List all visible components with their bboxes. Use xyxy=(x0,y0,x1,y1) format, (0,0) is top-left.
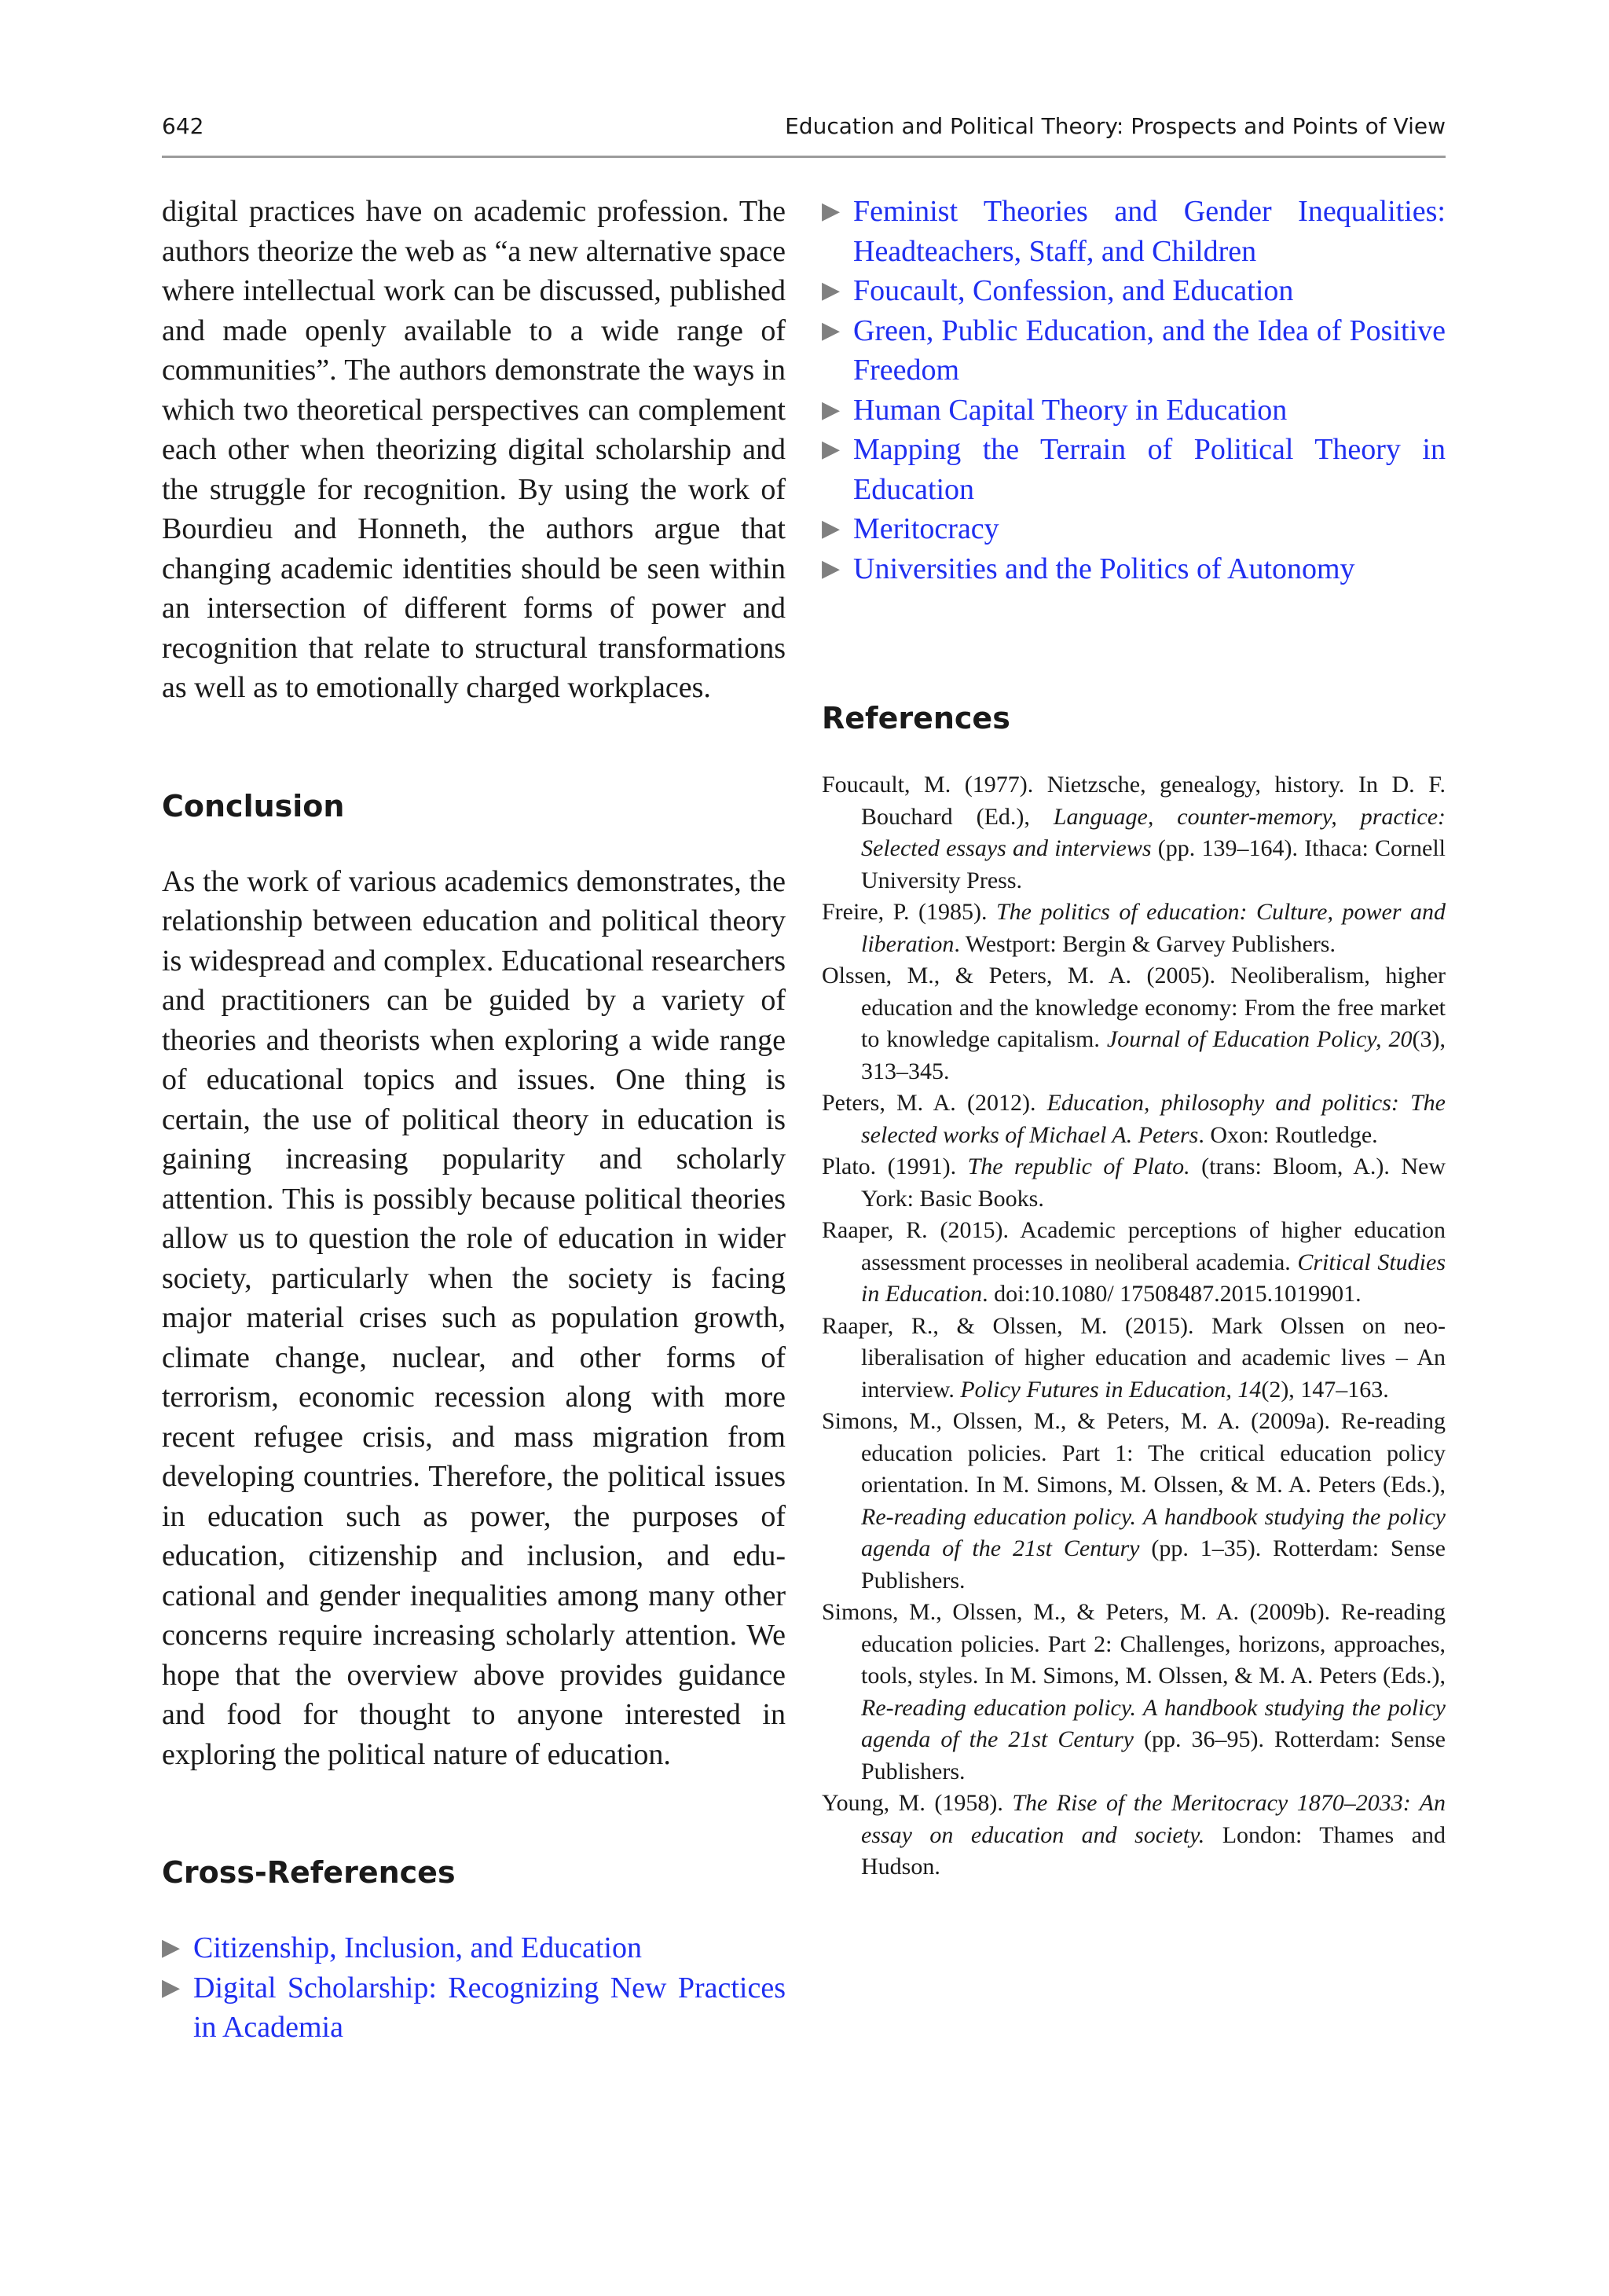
reference-title: The Rise of the Meritocracy 1870–2033: An essay on education and society. xyxy=(861,1790,1446,1848)
reference-entry xyxy=(822,1311,1446,1407)
cross-reference-item[interactable] xyxy=(822,311,1446,391)
reference-text: . Oxon: Routledge. xyxy=(1198,1121,1378,1148)
cross-reference-item[interactable] xyxy=(822,509,1446,549)
reference-text: Simons, M., Olssen, M., & Peters, M. A. (2009a). Re-reading education policies. Part 1: The critical education policy orientation. In M. Simons, M. Olssen, & M. A. Peters (Eds.), xyxy=(822,1408,1446,1498)
cross-references-heading: Cross-References xyxy=(162,1855,456,1890)
reference-title: The politics of education: Culture, power and liberation xyxy=(861,899,1446,957)
triangle-right-icon: ▶ xyxy=(822,435,841,463)
cross-reference-list-right xyxy=(822,192,1446,589)
reference-text: . doi:10.1080/ 17508487.2015.1019901. xyxy=(982,1281,1362,1307)
reference-entry xyxy=(822,960,1446,1087)
right-column xyxy=(822,192,1446,1883)
cross-reference-link[interactable]: Citizenship, Inclusion, and Education xyxy=(193,1931,642,1964)
reference-text: Simons, M., Olssen, M., & Peters, M. A. (2009b). Re-reading education policies. Part 2: Challenges, horizons, approaches, tools, styles. In M. Simons, M. Olssen, & M. A. Peters (Eds.), xyxy=(822,1599,1446,1689)
intro-paragraph: digital practices have on academic profession. The authors theorize the web as “a new alternative space where intellectual work can be discussed, published and made openly available to a wide range of communities”. The authors demonstrate the ways in which two theoretical perspectives can complement each other when theorizing digital scholarship and the struggle for recognition. By using the work of Bourdieu and Honneth, the authors argue that changing academic identities should be seen within an intersection of different forms of power and recognition that relate to structural transformations as well as to emotionally charged workplaces. xyxy=(162,195,786,704)
reference-text: Young, M. (1958). xyxy=(822,1790,1013,1816)
cross-reference-item[interactable] xyxy=(822,391,1446,431)
reference-title: Critical Studies in Education xyxy=(861,1249,1446,1307)
reference-entry xyxy=(822,1406,1446,1597)
conclusion-paragraph: As the work of various academics demonstrates, the relationship between education and political theory is widespread and complex. Educational researchers and practitioners can be guided by a variety of theories and theorists when exploring a wide range of educational topics and issues. One thing is certain, the use of political theory in education is gaining increasing popularity and scholarly attention. This is possibly because political theories allow us to question the role of education in wider society, particularly when the society is facing major material crises such as population growth, climate change, nuclear, and other forms of terrorism, economic recession along with more recent refugee crisis, and mass migration from developing countries. Therefore, the political issues in education such as power, the purposes of education, citizenship and inclusion, and educational and gender inequalities among many other concerns require increasing scholarly attention. We hope that the overview above provides guidance and food for thought to anyone interested in exploring the political nature of education. xyxy=(162,864,786,1771)
cross-reference-link[interactable]: Feminist Theories and Gender Inequalities: Headteachers, Staff, and Children xyxy=(853,195,1446,268)
reference-entry xyxy=(822,897,1446,960)
reference-title: Journal of Education Policy, 20 xyxy=(1106,1026,1413,1052)
reference-text: Freire, P. (1985). xyxy=(822,899,996,925)
reference-text: (2), 147–163. xyxy=(1261,1376,1389,1403)
reference-text: (pp. 1–35). Rotterdam: Sense Publishers. xyxy=(861,1535,1446,1594)
cross-reference-item[interactable] xyxy=(162,1968,786,2048)
reference-text: Plato. (1991). xyxy=(822,1154,968,1179)
page-number: 642 xyxy=(162,113,204,139)
running-title: Education and Political Theory: Prospects and Points of View xyxy=(785,113,1446,139)
triangle-right-icon: ▶ xyxy=(822,197,841,225)
cross-reference-item[interactable] xyxy=(822,192,1446,271)
cross-reference-link[interactable]: Digital Scholarship: Recognizing New Practices in Academia xyxy=(193,1971,786,2044)
cross-reference-link[interactable]: Foucault, Confession, and Education xyxy=(853,274,1294,307)
reference-text: Foucault, M. (1977). Nietzsche, genealogy, history. In D. F. Bouchard (Ed.), xyxy=(822,772,1446,830)
triangle-right-icon: ▶ xyxy=(822,277,841,304)
triangle-right-icon: ▶ xyxy=(162,1973,181,2001)
reference-entry xyxy=(822,1087,1446,1151)
reference-text: Peters, M. A. (2012). xyxy=(822,1090,1047,1116)
triangle-right-icon: ▶ xyxy=(162,1934,181,1961)
triangle-right-icon: ▶ xyxy=(822,316,841,344)
references-heading: References xyxy=(822,701,1010,735)
cross-reference-list-left xyxy=(162,1928,786,2048)
triangle-right-icon: ▶ xyxy=(822,395,841,424)
cross-reference-link[interactable]: Meritocracy xyxy=(853,512,999,545)
reference-text: London: Thames and Hudson. xyxy=(861,1821,1446,1880)
reference-title: Language, counter-memory, practice: Selected essays and interviews xyxy=(861,803,1446,861)
running-header xyxy=(162,110,1446,158)
reference-entry xyxy=(822,769,1446,897)
reference-list xyxy=(822,769,1446,1883)
cross-reference-link[interactable]: Mapping the Terrain of Political Theory in Education xyxy=(853,433,1446,506)
reference-entry xyxy=(822,1215,1446,1311)
reference-title: Policy Futures in Education, 14 xyxy=(960,1376,1262,1403)
cross-reference-item[interactable] xyxy=(822,430,1446,509)
reference-title: Re-reading education policy. A handbook studying the policy agenda of the 21st Century xyxy=(861,1694,1446,1752)
reference-title: Education, philosophy and politics: The selected works of Michael A. Peters xyxy=(861,1090,1446,1148)
reference-entry xyxy=(822,1788,1446,1883)
cross-reference-link[interactable]: Human Capital Theory in Education xyxy=(853,393,1288,427)
cross-reference-link[interactable]: Universities and the Politics of Autonomy xyxy=(853,552,1355,585)
reference-entry xyxy=(822,1597,1446,1788)
cross-reference-link[interactable]: Green, Public Education, and the Idea of Positive Freedom xyxy=(853,314,1446,387)
cross-reference-item[interactable] xyxy=(822,271,1446,311)
reference-title: The republic of Plato. xyxy=(967,1154,1190,1179)
cross-reference-item[interactable] xyxy=(822,549,1446,589)
reference-text: (pp. 36–95). Rotterdam: Sense Publishers. xyxy=(861,1726,1446,1784)
reference-text: Raaper, R. (2015). Academic perceptions of higher education assessment processes in neoliberal academia. xyxy=(822,1217,1446,1275)
cross-reference-item[interactable] xyxy=(162,1928,786,1968)
triangle-right-icon: ▶ xyxy=(822,554,841,582)
reference-text: (trans: Bloom, A.). New York: Basic Books. xyxy=(861,1154,1446,1212)
reference-entry xyxy=(822,1151,1446,1215)
triangle-right-icon: ▶ xyxy=(822,515,841,542)
reference-text: Olssen, M., & Peters, M. A. (2005). Neoliberalism, higher education and the knowledge economy: From the free market to knowledge capitalism. xyxy=(822,963,1446,1052)
reference-text: (3), 313–345. xyxy=(861,1026,1446,1084)
conclusion-heading: Conclusion xyxy=(162,788,345,823)
reference-text: Raaper, R., & Olssen, M. (2015). Mark Olssen on neoliberalisation of higher education and academic lives – An interview. xyxy=(822,1312,1446,1403)
reference-title: Re-reading education policy. A handbook studying the policy agenda of the 21st Century xyxy=(861,1503,1446,1561)
reference-text: . Westport: Bergin & Garvey Publishers. xyxy=(954,930,1336,957)
left-column xyxy=(162,192,786,2048)
reference-text: (pp. 139–164). Ithaca: Cornell University Press. xyxy=(861,835,1446,893)
